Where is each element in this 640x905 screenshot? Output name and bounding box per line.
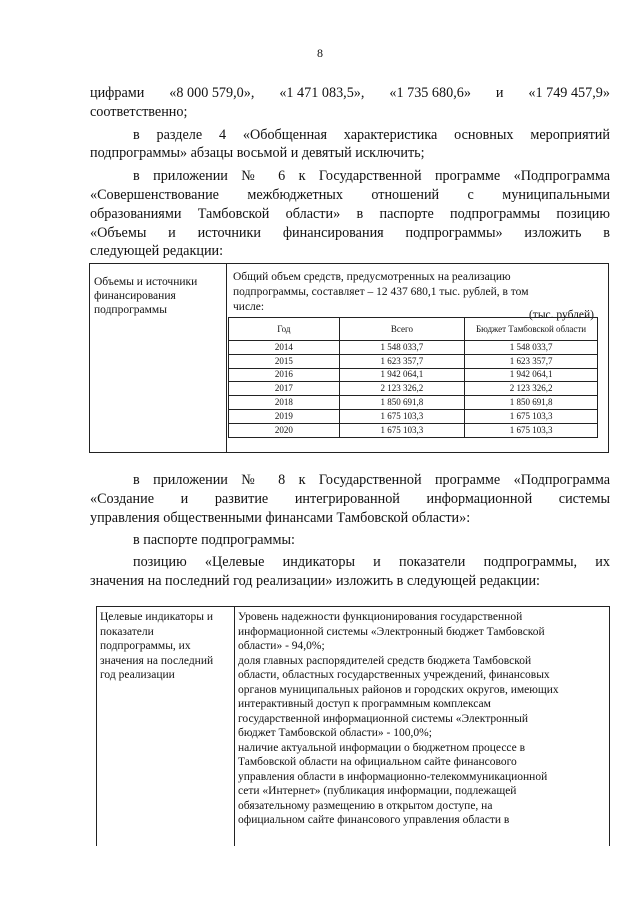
table1-left-line: Объемы и источники (94, 276, 198, 288)
table2-right-line: официальном сайте финансового управления области в (238, 814, 510, 826)
table1-right-line: подпрограммы, составляет – 12 437 680,1 тыс. рублей, в том (233, 286, 529, 298)
para3-line3: образованиями Тамбовской области» в паспорте подпрограммы позицию (90, 206, 610, 222)
table-row (229, 423, 598, 437)
para3-line4: «Объемы и источники финансирования подпрограммы» изложить в (90, 225, 610, 241)
header-year: Год (229, 318, 340, 341)
para2-line1: в разделе 4 «Обобщенная характеристика основных мероприятий (133, 127, 610, 143)
cell-total: 1 675 103,3 (339, 423, 464, 437)
cell-budget: 1 548 033,7 (465, 341, 598, 355)
para4-line3: управления общественными финансами Тамбовской области»: (90, 510, 471, 526)
para1-line2: соответственно; (90, 104, 188, 120)
word: «1 735 680,6» (389, 85, 471, 101)
table2-right-line: органов муниципальных районов и городских округов, имеющих (238, 683, 559, 696)
para4-line2: «Создание и развитие интегрированной информационной системы (90, 491, 610, 507)
column-divider (234, 607, 235, 846)
cell-total: 2 123 326,2 (339, 382, 464, 396)
cell-budget: 1 623 357,7 (465, 354, 598, 368)
table-row (229, 409, 598, 423)
word: «1 471 083,5», (279, 85, 365, 101)
financing-table (89, 263, 609, 453)
table2-right-line: государственной информационной системы «Электронный (238, 712, 529, 725)
table1-right-line: числе: (233, 301, 265, 313)
table2-right-line: информационной системы «Электронный бюджет Тамбовской (238, 625, 545, 638)
cell-year: 2017 (229, 382, 340, 396)
word: «8 000 579,0», (169, 85, 255, 101)
cell-total: 1 942 064,1 (339, 368, 464, 382)
para6-line1: позицию «Целевые индикаторы и показатели подпрограммы, их (133, 554, 610, 570)
cell-year: 2019 (229, 409, 340, 423)
word: и (495, 85, 504, 101)
table2-left-line: год реализации (100, 669, 175, 681)
para4-line1: в приложении № 8 к Государственной программе «Подпрограмма (133, 472, 610, 488)
cell-total: 1 675 103,3 (339, 409, 464, 423)
table2-left-line: подпрограммы, их (100, 640, 191, 652)
word: цифрами (90, 85, 145, 101)
table2-left-line: показатели (100, 625, 154, 638)
table-row (229, 341, 598, 355)
cell-budget: 1 675 103,3 (465, 409, 598, 423)
header-regional-budget: Бюджет Тамбовской области (465, 318, 598, 341)
para6-line2: значения на последний год реализации» изложить в следующей редакции: (90, 573, 540, 589)
table-row (229, 354, 598, 368)
word: «1 749 457,9» (528, 85, 610, 101)
cell-year: 2015 (229, 354, 340, 368)
table-row (229, 368, 598, 382)
table2-right-line: области, областных государственных учреждений, финансовых (238, 669, 550, 681)
page-number: 8 (317, 46, 323, 60)
cell-total: 1 850 691,8 (339, 396, 464, 410)
table2-right-line: сети «Интернет» (публикация информации, подлежащей (238, 785, 517, 797)
table2-right-line: бюджет Тамбовской области» - 100,0%; (238, 727, 432, 739)
para5: в паспорте подпрограммы: (133, 532, 295, 548)
table2-right-line: интерактивный доступ к программным комплексам (238, 698, 491, 710)
units-label: (тыс. рублей) (528, 309, 594, 321)
cell-year: 2018 (229, 396, 340, 410)
cell-budget: 1 942 064,1 (465, 368, 598, 382)
table2-right-line: области» - 94,0%; (238, 640, 325, 652)
para3-line1: в приложении № 6 к Государственной программе «Подпрограмма (133, 168, 610, 184)
para3-line5: следующей редакции: (90, 243, 224, 259)
table2-right-line: управления области в информационно-телекоммуникационной (238, 770, 548, 783)
table2-right-line: доля главных распорядителей средств бюджета Тамбовской (238, 654, 532, 667)
table2-right-line: Тамбовской области на официальном сайте финансового (238, 756, 517, 768)
indicators-table (96, 606, 610, 846)
yearly-financing-table (228, 317, 598, 438)
cell-budget: 1 675 103,3 (465, 423, 598, 437)
cell-year: 2016 (229, 368, 340, 382)
cell-year: 2014 (229, 341, 340, 355)
table2-right-line: обязательному размещению в открытом доступе, на (238, 799, 493, 812)
para1-line1 (90, 84, 610, 102)
table-row (229, 396, 598, 410)
cell-total: 1 548 033,7 (339, 341, 464, 355)
table1-left-line: финансирования (94, 290, 176, 302)
table-header-row (229, 318, 598, 341)
para3-line2: «Совершенствование межбюджетных отношений с муниципальными (90, 187, 610, 203)
table2-right-line: наличие актуальной информации о бюджетном процессе в (238, 741, 526, 754)
cell-year: 2020 (229, 423, 340, 437)
table2-left-line: Целевые индикаторы и (100, 611, 214, 623)
column-divider (226, 264, 227, 452)
table2-left-line: значения на последний (100, 654, 214, 667)
header-total: Всего (339, 318, 464, 341)
table2-right-line: Уровень надежности функционирования государственной (238, 611, 523, 623)
para2-line2: подпрограммы» абзацы восьмой и девятый исключить; (90, 145, 425, 161)
cell-budget: 1 850 691,8 (465, 396, 598, 410)
table-row (229, 382, 598, 396)
cell-budget: 2 123 326,2 (465, 382, 598, 396)
table1-right-line: Общий объем средств, предусмотренных на реализацию (233, 271, 511, 283)
cell-total: 1 623 357,7 (339, 354, 464, 368)
table1-left-line: подпрограммы (94, 304, 167, 316)
